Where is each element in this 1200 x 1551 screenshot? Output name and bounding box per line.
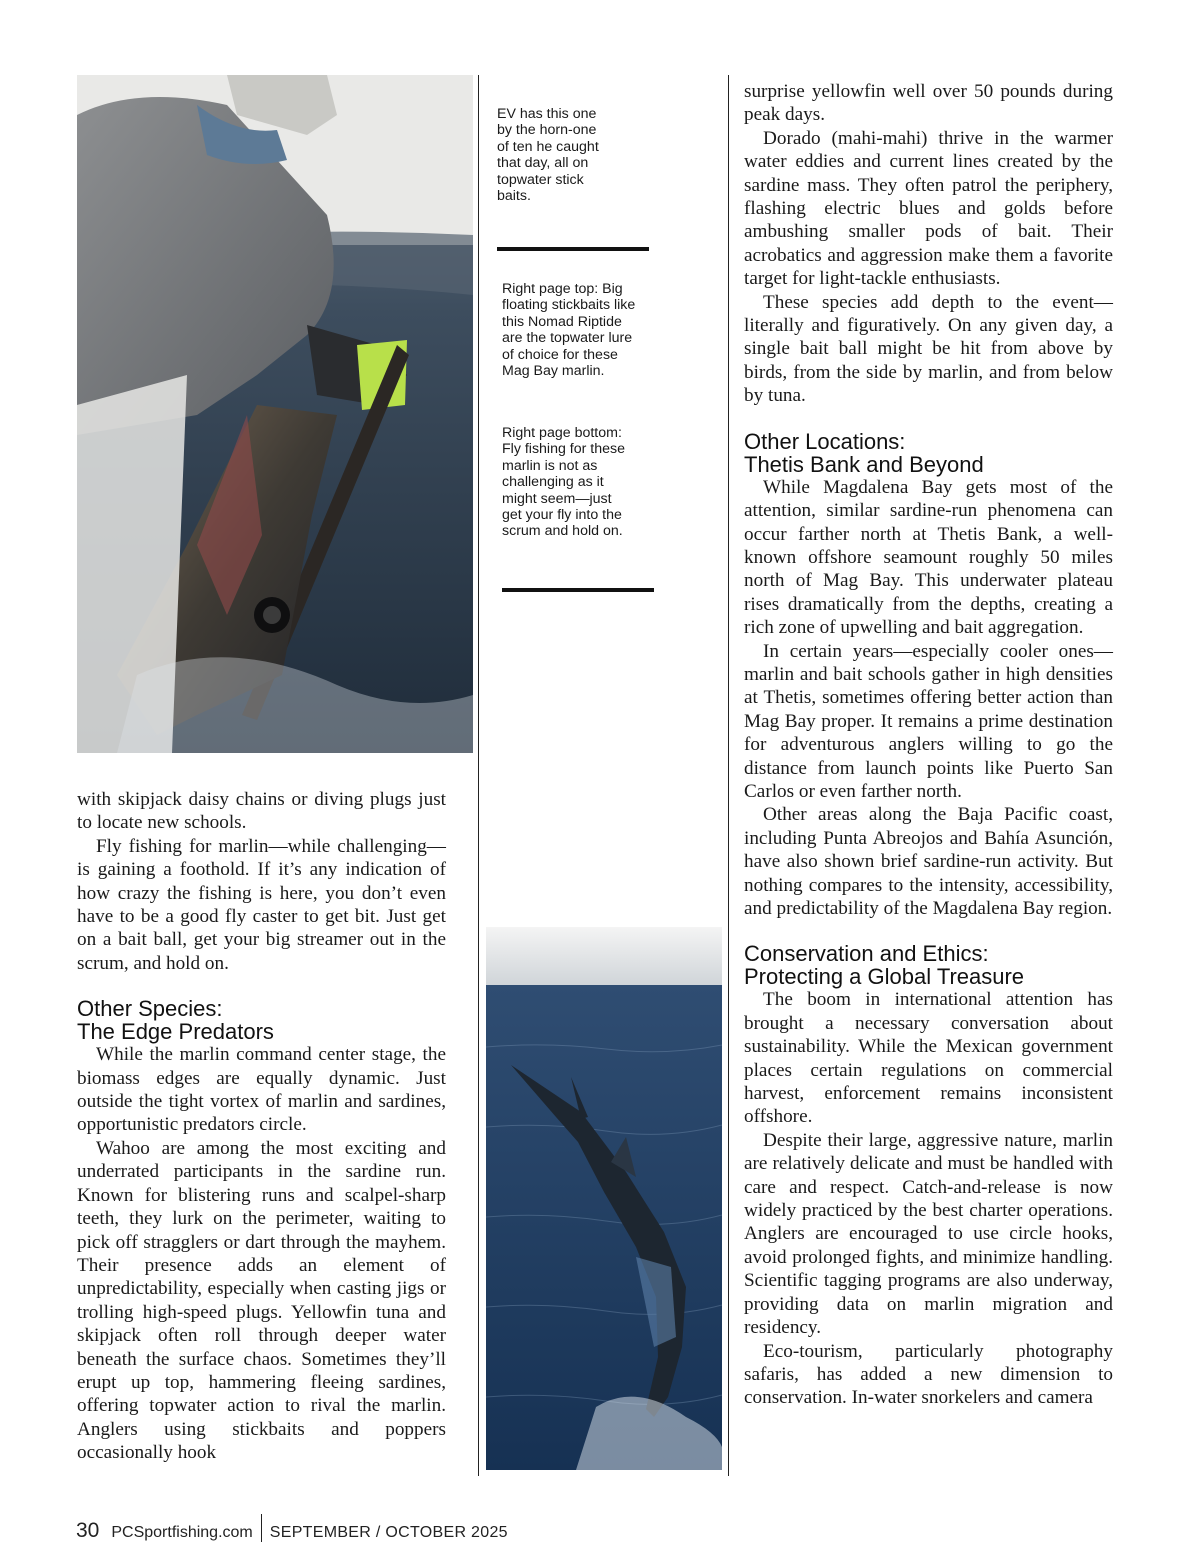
body-paragraph: In certain years—especially cooler ones—marlin and bait schools gather in high densities at Thetis, sometimes offering better action than Mag Bay proper. It remains a prime destination for adventurous anglers willing to go the distance from launch points like Puerto San Carlos or even farther north. <box>744 640 1113 802</box>
body-paragraph: While the marlin command center stage, the biomass edges are equally dynamic. Just outside the tight vortex of marlin and sardines, opportunistic predators circle. <box>77 1044 446 1136</box>
angler-marlin-photo <box>77 75 473 753</box>
issue-date: SEPTEMBER / OCTOBER 2025 <box>269 1524 508 1541</box>
column-divider-left <box>478 75 479 1476</box>
angler-holding-marlin-bill-photo <box>77 75 473 753</box>
heading-line: Other Species: <box>77 996 223 1022</box>
footer-divider <box>261 1514 262 1542</box>
body-paragraph: Dorado (mahi-mahi) thrive in the warmer water eddies and current lines created by the sardine mass. They often patrol the periphery, flashing electric blues and golds before ambushing smaller pods of bait. Their acrobatics and aggression make them a favorite target for light-tackle enthusiasts. <box>744 127 1113 290</box>
jumping-marlin-photo <box>486 927 722 1470</box>
photo-caption-3: Right page bottom: Fly fishing for these marlin is not as challenging as it might seem—just get your fly into the scrum and hold on. <box>502 425 626 540</box>
photo-caption-2: Right page top: Big floating stickbaits like this Nomad Riptide are the topwater lure of choice for these Mag Bay marlin. <box>502 281 636 380</box>
heading-line: Conservation and Ethics: <box>744 941 989 967</box>
section-heading-other-species <box>77 997 446 1043</box>
right-text-column <box>744 80 1113 1410</box>
body-paragraph: The boom in international attention has brought a necessary conversation about sustainability. While the Mexican government places certain regulations on commercial harvest, enforcement remains inconsistent offshore. <box>744 989 1113 1128</box>
heading-line: The Edge Predators <box>77 1019 274 1045</box>
caption-divider-2 <box>502 588 654 592</box>
body-paragraph: Wahoo are among the most exciting and underrated participants in the sardine run. Known for blistering runs and scalpel-sharp teeth, they lurk on the perimeter, waiting to pick off stragglers or dart through the mayhem. Their presence adds an element of unpredictability, especially when casting jigs or trolling high-speed plugs. Yellowfin tuna and skipjack often roll through deeper water beneath the surface chaos. Sometimes they’ll erupt up top, hammering fleeing sardines, offering topwater action to rival the marlin. Anglers using stickbaits and poppers occasionally hook <box>77 1137 446 1464</box>
left-text-column <box>77 788 446 1465</box>
caption-divider-1 <box>497 247 649 251</box>
body-paragraph: surprise yellowfin well over 50 pounds during peak days. <box>744 81 1113 126</box>
section-heading-other-locations <box>744 430 1113 476</box>
body-paragraph: Other areas along the Baja Pacific coast, including Punta Abreojos and Bahía Asunción, have also shown brief sardine-run activity. But nothing compares to the intensity, accessibility, and predictability of the Magdalena Bay region. <box>744 804 1113 919</box>
page-number: 30 <box>76 1519 100 1542</box>
body-paragraph: Fly fishing for marlin—while challenging—is gaining a foothold. If it’s any indication of how crazy the fishing is here, you don’t even have to be a good fly caster to get bit. Just get on a bait ball, get your big streamer out in the scrum, and hold on. <box>77 835 446 974</box>
heading-line: Thetis Bank and Beyond <box>744 451 984 477</box>
body-paragraph: These species add depth to the event—literally and figuratively. On any given day, a single bait ball might be hit from above by birds, from the side by marlin, and from below by tuna. <box>744 291 1113 407</box>
body-paragraph: Eco-tourism, particularly photography safaris, has added a new dimension to conservation. In-water snorkelers and camera <box>744 1340 1113 1409</box>
website-link[interactable]: PCSportfishing.com <box>111 1524 253 1541</box>
page-footer <box>76 1514 508 1542</box>
body-paragraph: While Magdalena Bay gets most of the attention, similar sardine-run phenomena can occur farther north at Thetis Bank, a well-known offshore seamount roughly 50 miles north of Mag Bay. This underwater plateau rises dramatically from the depths, creating a rich zone of upwelling and bait aggregation. <box>744 476 1113 639</box>
column-divider-right <box>728 75 729 1476</box>
heading-line: Protecting a Global Treasure <box>744 964 1025 990</box>
body-paragraph: with skipjack daisy chains or diving plugs just to locate new schools. <box>77 789 446 834</box>
jumping-marlin-photo-art <box>486 927 722 1470</box>
photo-caption-1: EV has this one by the horn-one of ten he caught that day, all on topwater stick baits. <box>497 106 599 205</box>
body-paragraph: Despite their large, aggressive nature, marlin are relatively delicate and must be handled with care and respect. Catch-and-release is now widely practiced by the best charter operations. Anglers are encouraged to use circle hooks, avoid prolonged fights, and minimize handling. Scientific tagging programs are also underway, providing data on marlin migration and residency. <box>744 1129 1113 1339</box>
heading-line: Other Locations: <box>744 428 906 454</box>
section-heading-conservation <box>744 942 1113 988</box>
